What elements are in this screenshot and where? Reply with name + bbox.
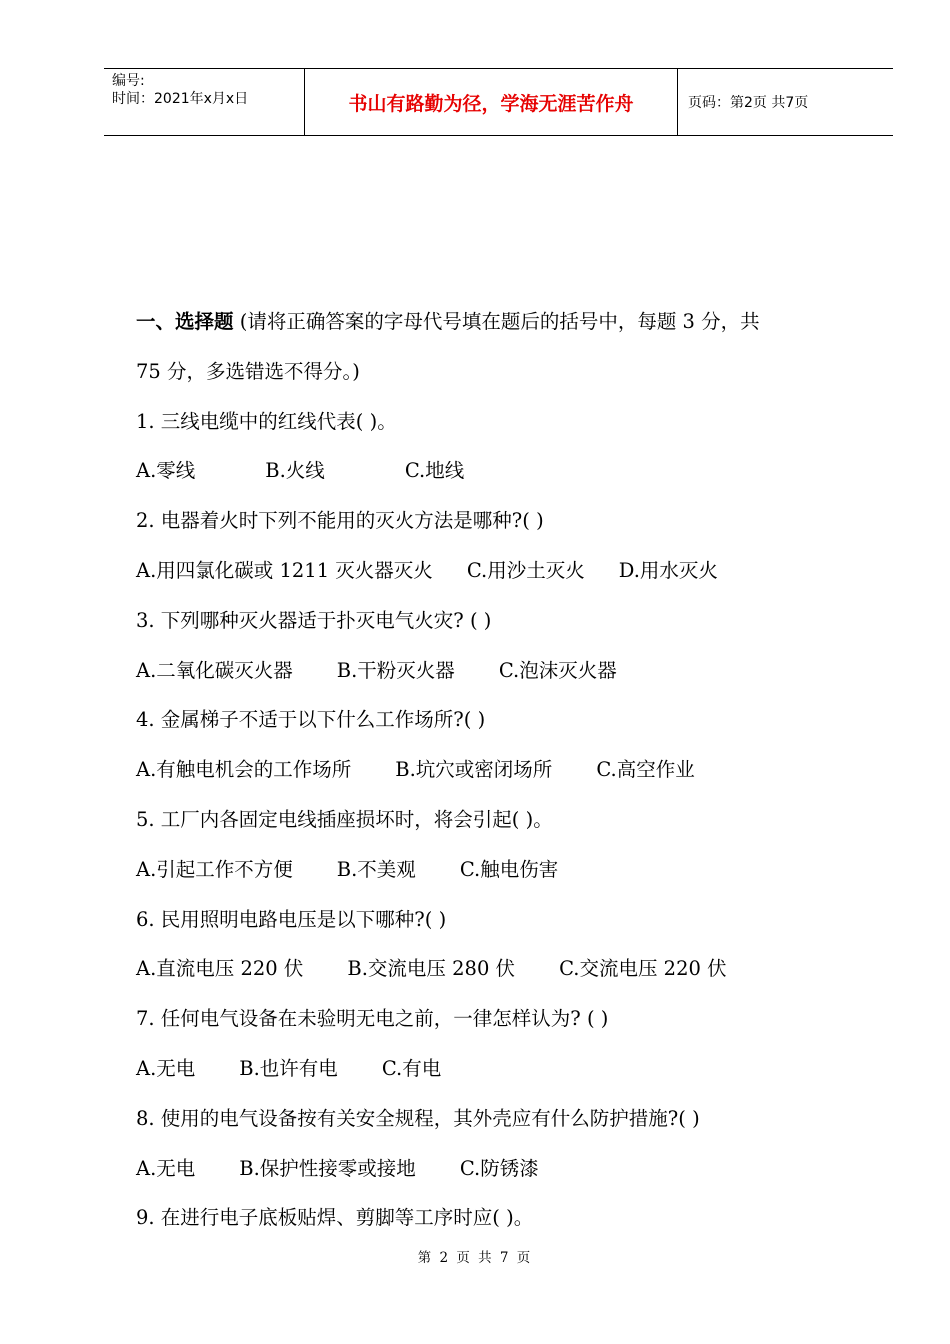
question-options [136,446,866,496]
option: B.保护性接零或接地 [239,1156,416,1180]
question-block [136,695,866,795]
document-body [136,297,866,1243]
option: D.用水灭火 [618,558,718,582]
question-block [136,994,866,1094]
header-meta [104,69,305,135]
page-header [104,68,893,136]
option: A.无电 [136,1156,196,1180]
question-block [136,1193,866,1243]
option: B.火线 [265,459,325,483]
question-block [136,795,866,895]
option: C.防锈漆 [459,1156,539,1180]
question-options [136,1044,866,1094]
question-text: 2. 电器着火时下列不能用的灭火方法是哪种?( ) [136,509,544,533]
question-text: 6. 民用照明电路电压是以下哪种?( ) [136,907,447,931]
option: B.坑穴或密闭场所 [395,758,553,782]
question-text: 3. 下列哪种灭火器适于扑灭电气火灾? ( ) [136,608,492,632]
question-block [136,496,866,596]
option: C.触电伤害 [459,857,559,881]
serial-label: 编号: [112,73,145,89]
question-options [136,845,866,895]
option: B.也许有电 [239,1056,338,1080]
header-motto: 书山有路勤为径，学海无涯苦作舟 [305,69,678,135]
question-options [136,1144,866,1194]
header-page-info: 页码：第2页 共7页 [688,95,809,111]
section-instruction-2: 75 分，多选错选不得分。) [136,359,360,383]
time-label: 时间：2021年x月x日 [112,91,249,107]
section-title: 一、选择题 [136,310,234,333]
option: A.二氧化碳灭火器 [136,658,293,682]
option: A.引起工作不方便 [136,857,293,881]
question-options [136,646,866,696]
question-block [136,895,866,995]
question-options [136,944,866,994]
question-block [136,596,866,696]
option: C.有电 [381,1056,442,1080]
question-text: 7. 任何电气设备在未验明无电之前，一律怎样认为? ( ) [136,1007,609,1031]
option: A.有触电机会的工作场所 [136,758,352,782]
section-intro [136,297,866,347]
option: C.高空作业 [596,758,695,782]
page-footer: 第 2 页 共 7 页 [417,1250,533,1266]
option: A.直流电压 220 伏 [136,957,304,981]
question-text: 5. 工厂内各固定电线插座损坏时，将会引起( )。 [136,807,553,831]
option: C.泡沫灭火器 [498,658,617,682]
option: C.地线 [404,459,465,483]
option: B.不美观 [336,857,416,881]
option: A.零线 [136,459,196,483]
option: C.用沙土灭火 [466,558,585,582]
option: A.用四氯化碳或 1211 灭火器灭火 [136,558,433,582]
question-options [136,745,866,795]
section-instruction-1: (请将正确答案的字母代号填在题后的括号中，每题 3 分，共 [233,310,760,333]
question-text: 9. 在进行电子底板贴焊、剪脚等工序时应( )。 [136,1206,534,1230]
question-text: 4. 金属梯子不适于以下什么工作场所?( ) [136,708,486,732]
option: C.交流电压 220 伏 [559,957,727,981]
question-options [136,546,866,596]
question-text: 8. 使用的电气设备按有关安全规程，其外壳应有什么防护措施?( ) [136,1106,700,1130]
question-block [136,397,866,497]
question-block [136,1094,866,1194]
option: A.无电 [136,1056,196,1080]
option: B.交流电压 280 伏 [347,957,516,981]
option: B.干粉灭火器 [336,658,455,682]
question-text: 1. 三线电缆中的红线代表( )。 [136,409,397,433]
